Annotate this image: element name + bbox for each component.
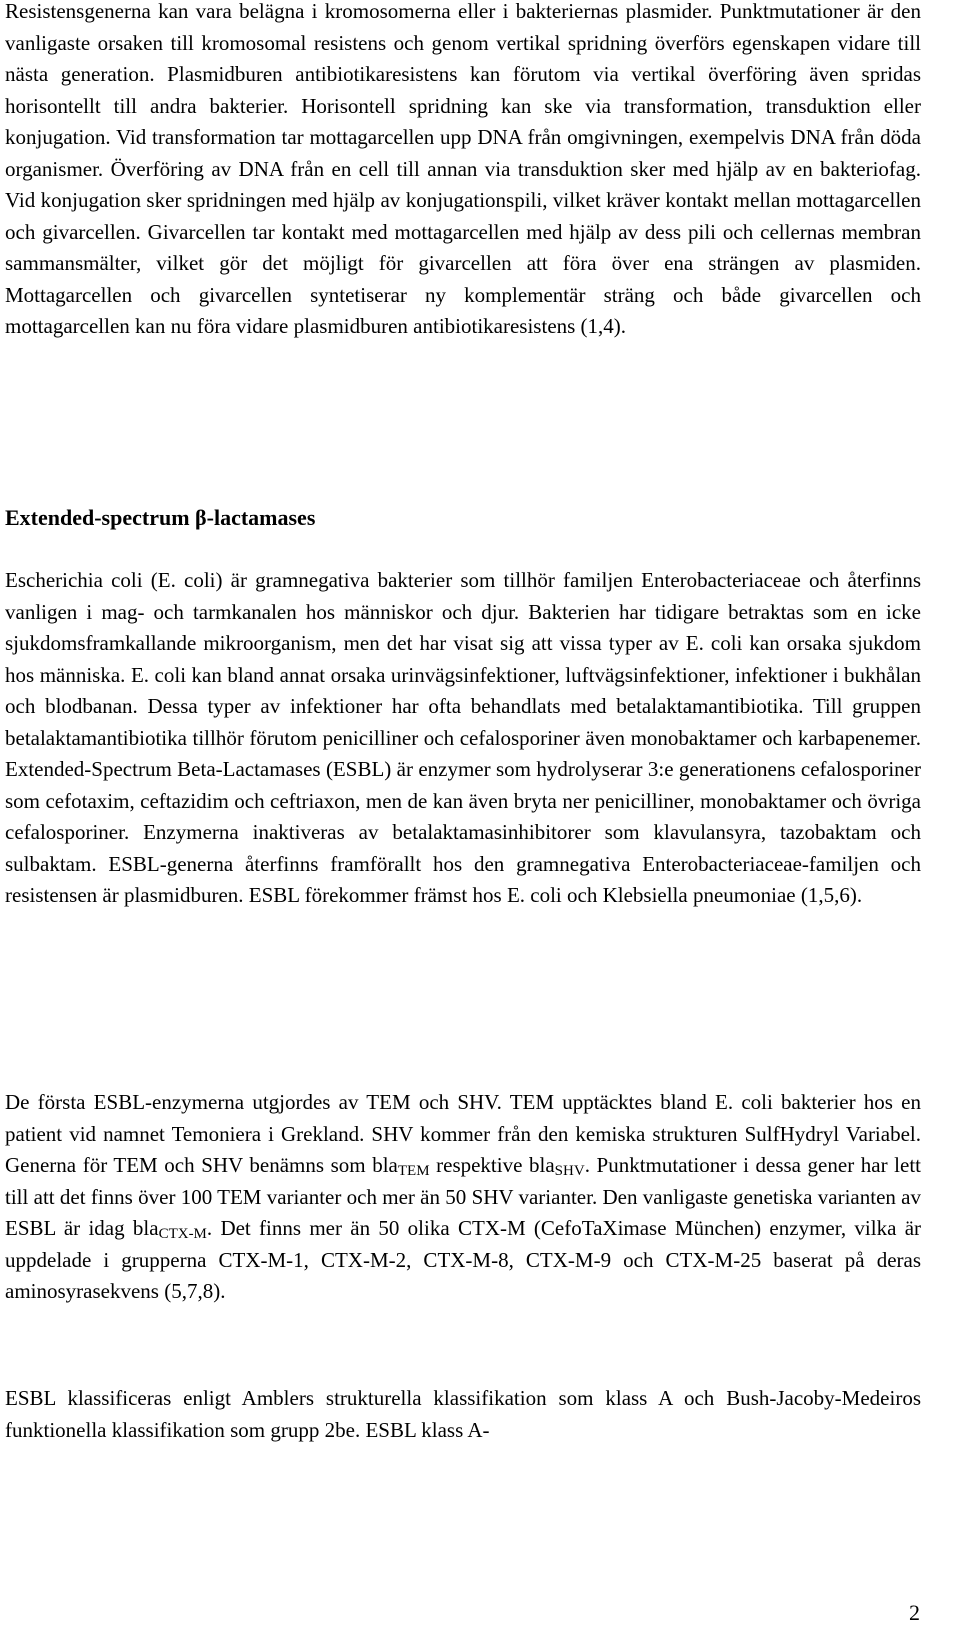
text-run: . Punktmutationer i dessa gener har lett till att det finns över 100 TEM varianter och mer än 50 SHV varianter. Den vanligaste genetiska varianten av ESBL är idag bla <box>5 1153 921 1240</box>
subscript-shv: SHV <box>554 1163 585 1179</box>
page-number: 2 <box>909 1600 920 1625</box>
text-run: De första ESBL-enzymerna utgjordes av TEM och SHV. TEM upptäcktes bland E. coli bakterier hos en patient vid namnet Temoniera i Grekland. SHV kommer från den kemiska strukturen SulfHydryl Variabel. Generna för TEM och SHV benämns som bla <box>5 1090 921 1177</box>
paragraph-resistance-genes: Resistensgenerna kan vara belägna i kromosomerna eller i bakteriernas plasmider. Punktmutationer är den vanligaste orsaken till kromosomal resistens och genom vertikal spridning överförs egenskapen vidare till nästa generation. Plasmidburen antibiotikaresistens kan förutom via vertikal överföring även spridas horisontellt till andra bakterier. Horisontell spridning kan ske via transformation, transduktion eller konjugation. Vid transformation tar mottagarcellen upp DNA från omgivningen, exempelvis DNA från döda organismer. Överföring av DNA från en cell till annan via transduktion sker med hjälp av en bakteriofag. Vid konjugation sker spridningen med hjälp av konjugationspili, vilket kräver kontakt mellan mottagarcellen och givarcellen. Givarcellen tar kontakt med mottagarcellen med hjälp av dess pili och cellernas membran sammansmälter, vilket gör det möjligt för givarcellen att föra över ena strängen av plasmiden. Mottagarcellen och givarcellen syntetiserar ny komplementär sträng och både givarcellen och mottagarcellen kan nu föra vidare plasmidburen antibiotikaresistens (1,4). <box>5 0 921 338</box>
section-heading: Extended-spectrum β-lactamases <box>5 505 316 530</box>
subscript-tem: TEM <box>397 1163 430 1179</box>
paragraph-e-coli: Escherichia coli (E. coli) är gramnegativa bakterier som tillhör familjen Enterobacteriaceae och återfinns vanligen i mag- och tarmkanalen hos människor och djur. Bakterien har tidigare betraktas som en icke sjukdomsframkallande mikroorganism, men det har visat sig att vissa typer av E. coli kan orsaka sjukdom hos människa. E. coli kan bland annat orsaka urinvägsinfektioner, luftvägsinfektioner, infektioner i bukhålan och blodbanan. Dessa typer av infektioner har ofta behandlats med betalaktamantibiotika. Till gruppen betalaktamantibiotika tillhör förutom penicilliner och cefalosporiner även monobaktamer och karbapenemer. Extended-Spectrum Beta-Lactamases (ESBL) är enzymer som hydrolyserar 3:e generationens cefalosporiner som cefotaxim, ceftazidim och ceftriaxon, men de kan även bryta ner penicilliner, monobaktamer och övriga cefalosporiner. Enzymerna inaktiveras av betalaktamasinhibitorer som klavulansyra, tazobaktam och sulbaktam. ESBL-generna återfinns framförallt hos den gramnegativa Enterobacteriaceae-familjen och resistensen är plasmidburen. ESBL förekommer främst hos E. coli och Klebsiella pneumoniae (1,5,6). <box>5 568 921 907</box>
paragraph-first-esbl-enzymes <box>5 1087 921 1308</box>
text-run: respektive bla <box>429 1153 555 1177</box>
subscript-ctx-m: CTX-M <box>158 1226 207 1242</box>
paragraph-esbl-classification: ESBL klassificeras enligt Amblers strukturella klassifikation som klass A och Bush-Jacoby-Medeiros funktionella klassifikation som grupp 2be. ESBL klass A- <box>5 1386 921 1442</box>
text-run: . Det finns mer än 50 olika CTX-M (CefoTaXimase München) enzymer, vilka är uppdelade i grupperna CTX-M-1, CTX-M-2, CTX-M-8, CTX-M-9 och CTX-M-25 baserat på deras aminosyrasekvens (5,7,8). <box>5 1216 922 1303</box>
